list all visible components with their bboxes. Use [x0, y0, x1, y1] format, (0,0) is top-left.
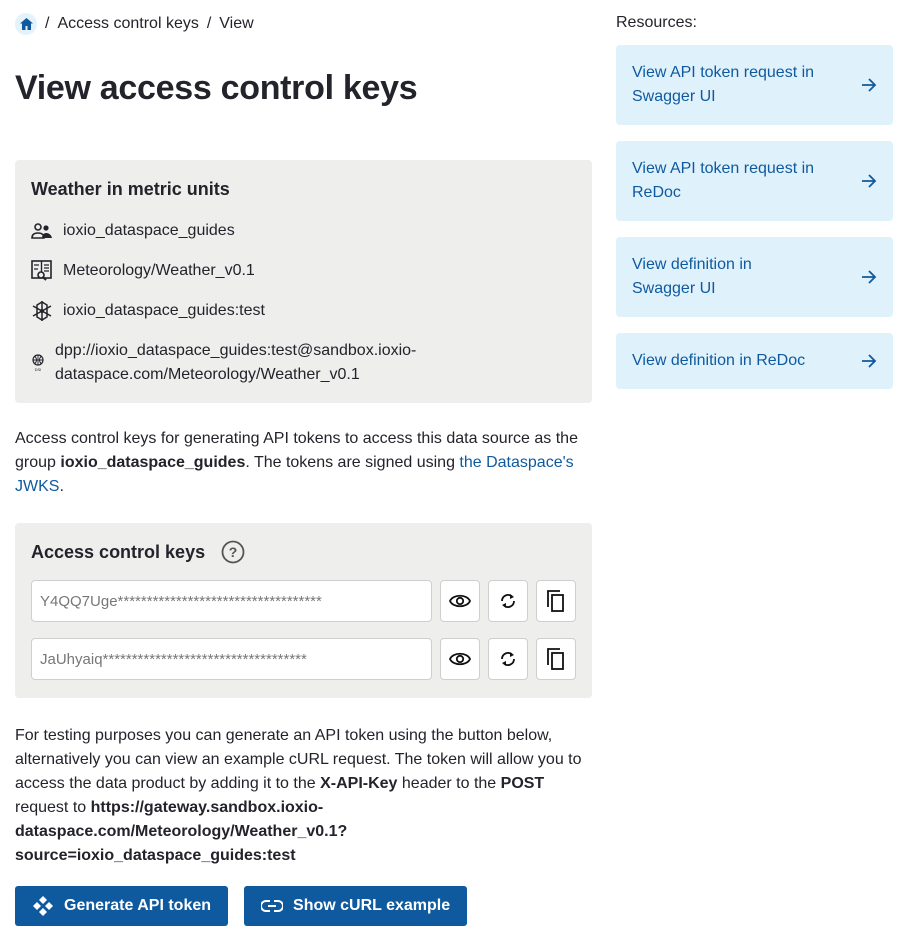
copy-icon	[547, 590, 565, 612]
generate-token-button[interactable]: Generate API token	[15, 886, 228, 926]
dsi-row	[31, 339, 576, 387]
arrow-right-icon	[861, 354, 877, 368]
key-field-1[interactable]: Y4QQ7Uge***********************************	[31, 580, 432, 622]
refresh-icon	[498, 650, 518, 668]
key-row	[31, 638, 576, 680]
refresh-icon	[498, 592, 518, 610]
regenerate-key-button[interactable]	[488, 580, 528, 622]
data-source-title: Weather in metric units	[31, 179, 230, 199]
key-field-2[interactable]: JaUhyaiq***********************************	[31, 638, 432, 680]
description-text: Access control keys for generating API tokens to access this data source as the group ioxio_dataspace_guides. The tokens are signed using the Dataspace's JWKS.	[15, 430, 578, 495]
definition-name: Meteorology/Weather_v0.1	[63, 262, 255, 279]
eye-icon	[449, 652, 471, 666]
resource-link-definition-redoc[interactable]: View definition in ReDoc	[616, 333, 893, 389]
source-row	[31, 299, 576, 323]
diamond-nodes-icon	[32, 895, 54, 917]
breadcrumb-current: View	[219, 15, 254, 32]
data-source-card	[15, 160, 592, 403]
eye-icon	[449, 594, 471, 608]
definition-row	[31, 259, 576, 283]
show-curl-button[interactable]: Show cURL example	[244, 886, 467, 926]
access-keys-card	[15, 523, 592, 698]
link-icon	[261, 900, 283, 912]
show-key-button[interactable]	[440, 580, 480, 622]
resource-link-token-swagger[interactable]: View API token request in Swagger UI	[616, 45, 893, 125]
copy-icon	[547, 648, 565, 670]
page-title: View access control keys	[15, 69, 418, 107]
help-icon[interactable]	[221, 540, 245, 564]
definition-search-icon	[31, 260, 53, 282]
globe-dsi-icon	[31, 354, 45, 372]
resources-title: Resources:	[616, 14, 697, 31]
breadcrumb-separator: /	[45, 15, 50, 32]
breadcrumb-separator: /	[206, 15, 212, 32]
home-icon[interactable]	[15, 13, 37, 35]
source-node-icon	[31, 299, 53, 323]
copy-key-button[interactable]	[536, 638, 576, 680]
show-key-button[interactable]	[440, 638, 480, 680]
group-name: ioxio_dataspace_guides	[63, 222, 235, 239]
resource-link-definition-swagger[interactable]: View definition in Swagger UI	[616, 237, 893, 317]
regenerate-key-button[interactable]	[488, 638, 528, 680]
key-row	[31, 580, 576, 622]
breadcrumb	[15, 12, 592, 36]
main-content	[15, 0, 592, 926]
arrow-right-icon	[861, 78, 877, 92]
group-icon	[31, 223, 53, 239]
access-keys-title: Access control keys	[31, 541, 206, 562]
group-row	[31, 219, 576, 243]
resource-link-token-redoc[interactable]: View API token request in ReDoc	[616, 141, 893, 221]
copy-key-button[interactable]	[536, 580, 576, 622]
arrow-right-icon	[861, 174, 877, 188]
svg-text:?: ?	[228, 544, 238, 560]
arrow-right-icon	[861, 270, 877, 284]
svg-text:DSI: DSI	[34, 367, 42, 372]
dsi-value: dpp://ioxio_dataspace_guides:test@sandbox.ioxio- dataspace.com/Meteorology/Weather_v0.1	[55, 342, 417, 383]
source-name: ioxio_dataspace_guides:test	[63, 302, 265, 319]
resources-panel	[616, 0, 893, 389]
breadcrumb-access-control-keys[interactable]: Access control keys	[57, 15, 199, 32]
testing-text: For testing purposes you can generate an API token using the button below, alternatively you can view an example cURL request. The token will allow you to access the data product by adding it to the X-API-Key header to the POST request to https://gateway.sandbox.ioxio-dataspace.com/Meteorology/Weather_v0.1?source=ioxio_dataspace_guides:test	[15, 727, 582, 864]
jwks-link[interactable]: the Dataspace's JWKS	[15, 454, 574, 495]
